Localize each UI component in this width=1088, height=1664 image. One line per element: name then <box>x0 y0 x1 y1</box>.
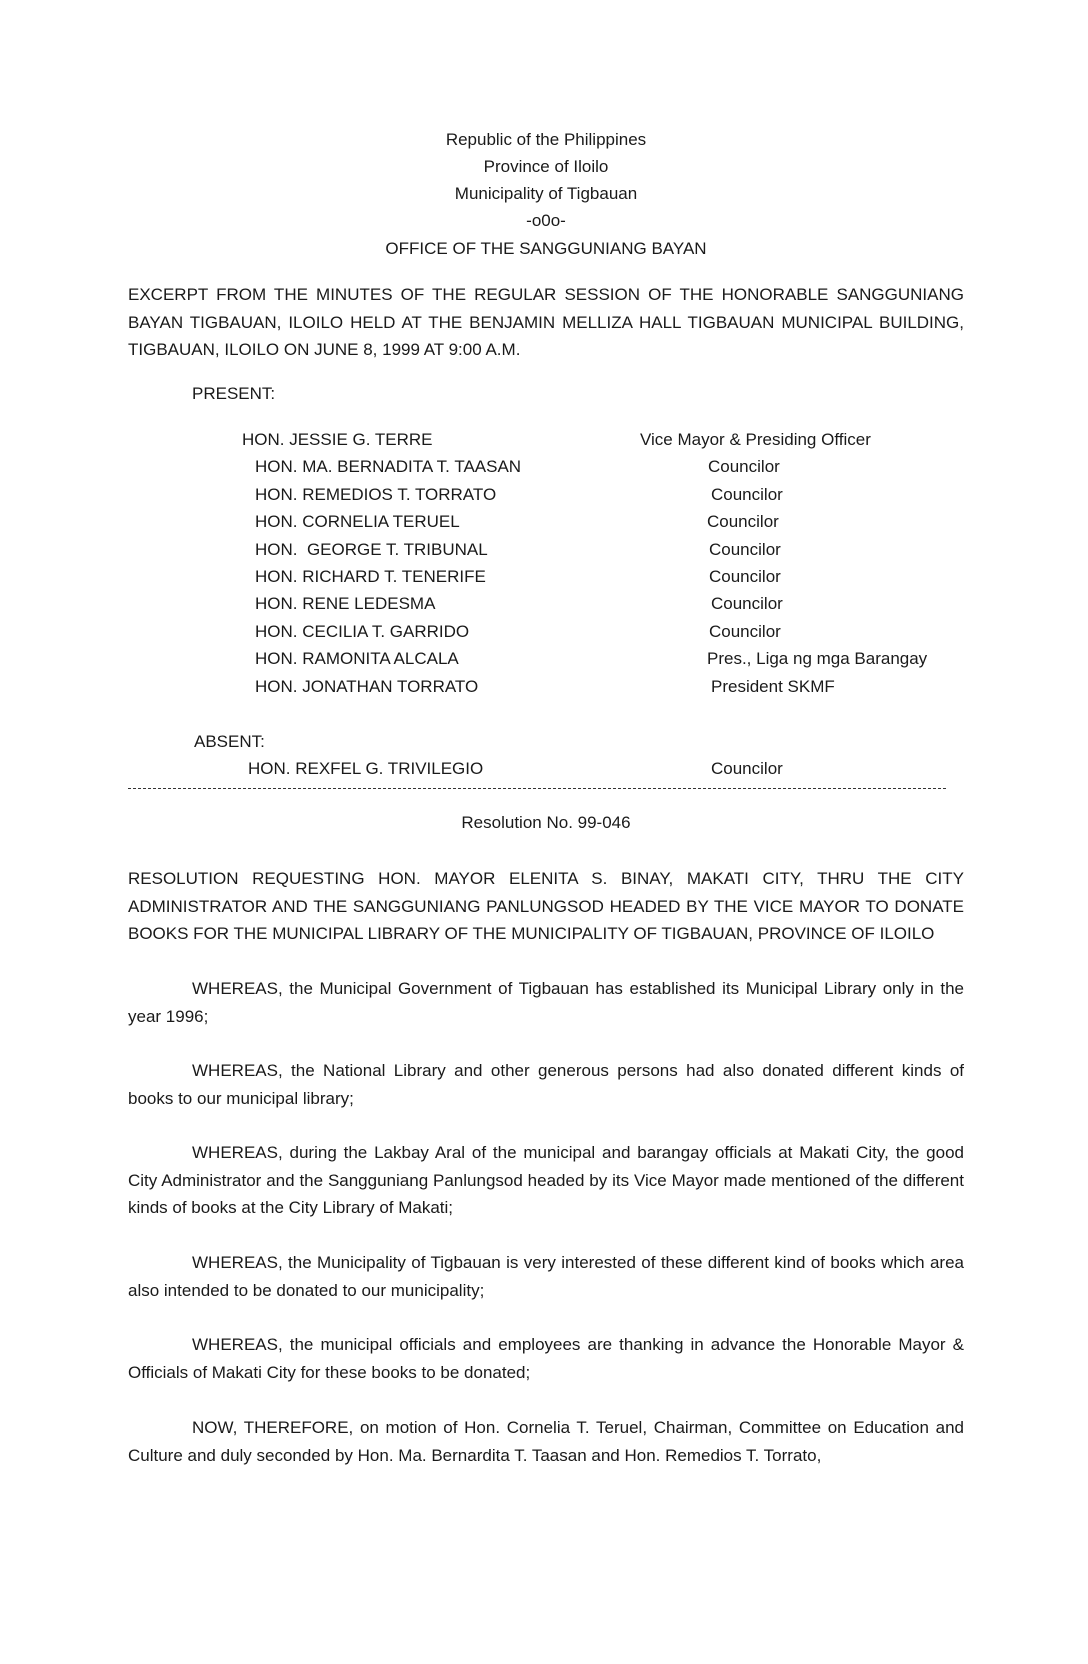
present-label: PRESENT: <box>192 384 276 403</box>
attendee-position: Councilor <box>709 622 781 641</box>
attendee-name: HON. REMEDIOS T. TORRATO <box>255 485 497 504</box>
header-municipality: Municipality of Tigbauan <box>454 184 638 203</box>
attendee-name: HON. RAMONITA ALCALA <box>255 649 459 668</box>
attendee-position: Councilor <box>707 512 779 531</box>
absentee-position: Councilor <box>711 759 783 778</box>
attendee-position: Councilor <box>709 540 781 559</box>
whereas-clause: WHEREAS, the National Library and other generous persons had also donated different kinds of books to our municipal library; <box>128 1061 964 1108</box>
header-republic: Republic of the Philippines <box>445 130 647 149</box>
attendee-name: HON. RICHARD T. TENERIFE <box>255 567 486 586</box>
resolution-title: RESOLUTION REQUESTING HON. MAYOR ELENITA S. BINAY, MAKATI CITY, THRU THE CITY ADMINISTRATOR AND THE SANGGUNIANG PANLUNGSOD HEADED BY THE VICE MAYOR TO DONATE BOOKS FOR THE MUNICIPAL LIBRARY OF THE MUNICIPALITY OF TIGBAUAN, PROVINCE OF ILOILO <box>128 869 964 943</box>
attendee-position: Pres., Liga ng mga Barangay <box>707 649 928 668</box>
attendee-position: Vice Mayor & Presiding Officer <box>640 430 871 449</box>
whereas-clause: WHEREAS, the Municipal Government of Tigbauan has established its Municipal Library only in the year 1996; <box>128 979 964 1026</box>
attendee-name: HON. CORNELIA TERUEL <box>255 512 460 531</box>
header-separator: -o0o- <box>526 211 566 230</box>
attendee-position: Councilor <box>711 594 783 613</box>
attendee-position: Councilor <box>708 457 780 476</box>
attendee-name: HON. MA. BERNADITA T. TAASAN <box>255 457 522 476</box>
whereas-clause: WHEREAS, the Municipality of Tigbauan is very interested of these different kind of books which area also intended to be donated to our municipality; <box>128 1253 964 1300</box>
excerpt-paragraph: EXCERPT FROM THE MINUTES OF THE REGULAR SESSION OF THE HONORABLE SANGGUNIANG BAYAN TIGBAUAN, ILOILO HELD AT THE BENJAMIN MELLIZA HALL TIGBAUAN MUNICIPAL BUILDING, TIGBAUAN, ILOILO ON JUNE 8, 1999 AT 9:00 A.M. <box>128 285 964 359</box>
header-province: Province of Iloilo <box>483 157 609 176</box>
whereas-clause: WHEREAS, the municipal officials and employees are thanking in advance the Honorable Mayor & Officials of Makati City for these books to be donated; <box>128 1335 964 1382</box>
absent-label: ABSENT: <box>194 732 265 751</box>
attendee-position: Councilor <box>711 485 783 504</box>
attendee-position: Councilor <box>709 567 781 586</box>
resolution-number: Resolution No. 99-046 <box>461 813 631 832</box>
absentee-name: HON. REXFEL G. TRIVILEGIO <box>248 759 484 778</box>
therefore-clause: NOW, THEREFORE, on motion of Hon. Cornelia T. Teruel, Chairman, Committee on Education and Culture and duly seconded by Hon. Ma. Bernardita T. Taasan and Hon. Remedios T. Torrato, <box>128 1418 964 1465</box>
header-office: OFFICE OF THE SANGGUNIANG BAYAN <box>385 239 707 258</box>
dashed-divider <box>128 788 946 789</box>
attendee-name: HON. JONATHAN TORRATO <box>255 677 479 696</box>
attendee-position: President SKMF <box>711 677 835 696</box>
attendee-name: HON. CECILIA T. GARRIDO <box>255 622 470 641</box>
attendee-name: HON. JESSIE G. TERRE <box>242 430 433 449</box>
whereas-clause: WHEREAS, during the Lakbay Aral of the municipal and barangay officials at Makati City, the good City Administrator and the Sangguniang Panlungsod headed by its Vice Mayor made mentioned of the different kinds of books at the City Library of Makati; <box>128 1143 964 1217</box>
attendee-name: HON. RENE LEDESMA <box>255 594 436 613</box>
attendee-name: HON. GEORGE T. TRIBUNAL <box>255 540 488 559</box>
